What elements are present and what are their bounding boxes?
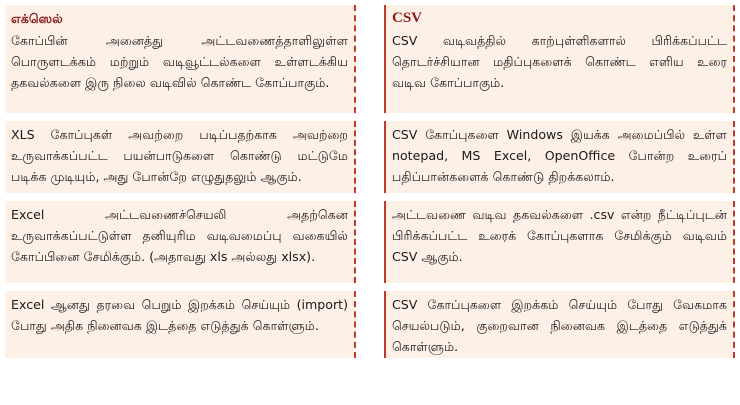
csv-cell (384, 291, 735, 358)
cell-text: CSV வடிவத்தில் காற்புள்ளிகளால் பிரிக்கப்பட்ட தொடர்ச்சியான மதிப்புகளைக் கொண்ட எளிய உரை வடிவ கோப்பாகும். (392, 33, 727, 90)
csv-cell (384, 201, 735, 283)
csv-cell (384, 121, 735, 193)
cell-text: CSV கோப்புகளை இறக்கம் செய்யும் போது வேகமாக செயல்படும், குறைவான நினைவக இடத்தை எடுத்துக் கொள்ளும். (392, 297, 727, 354)
cell-text: அட்டவணை வடிவ தகவல்களை .csv என்ற நீட்டிப்புடன் பிரிக்கப்பட்ட உரைக் கோப்புகளாக சேமிக்கும் வடிவம் CSV ஆகும். (392, 207, 727, 264)
excel-column-header: எக்ஸெல் (11, 11, 63, 26)
table-row (5, 201, 735, 283)
excel-cell (5, 121, 356, 193)
csv-cell (384, 5, 735, 113)
cell-text: Excel அட்டவணைச்செயலி அதற்கென உருவாக்கப்பட்டுள்ள தனியுரிம வடிவமைப்பு வகையில் கோப்பினை சேமிக்கும். (அதாவது xls அல்லது xlsx). (11, 207, 348, 264)
comparison-table (5, 5, 735, 366)
cell-text: CSV கோப்புகளை Windows இயக்க அமைப்பில் உள்ள notepad, MS Excel, OpenOffice போன்ற உரைப் பதிப்பான்களைக் கொண்டு திறக்கலாம். (392, 127, 727, 184)
csv-column-header: CSV (392, 10, 423, 26)
cell-text: Excel ஆனது தரவை பெறும் இறக்கம் செய்யும் (import) போது அதிக நினைவக இடத்தை எடுத்துக் கொள்ளும். (11, 297, 348, 333)
excel-cell (5, 201, 356, 283)
table-row (5, 291, 735, 358)
excel-cell (5, 291, 356, 358)
table-row (5, 5, 735, 113)
excel-cell (5, 5, 356, 113)
cell-text: XLS கோப்புகள் அவற்றை படிப்பதற்காக அவற்றை உருவாக்கப்பட்ட பயன்பாடுகளை கொண்டு மட்டுமே படிக்க முடியும், அது போன்றே எழுதுதலும் ஆகும். (11, 127, 348, 184)
cell-text: கோப்பின் அனைத்து அட்டவணைத்தாளிலுள்ள பொருளடக்கம் மற்றும் வடிவூட்டல்களை உள்ளடக்கிய தகவல்களை இரு நிலை வடிவில் கொண்ட கோப்பாகும். (11, 33, 348, 90)
table-row (5, 121, 735, 193)
